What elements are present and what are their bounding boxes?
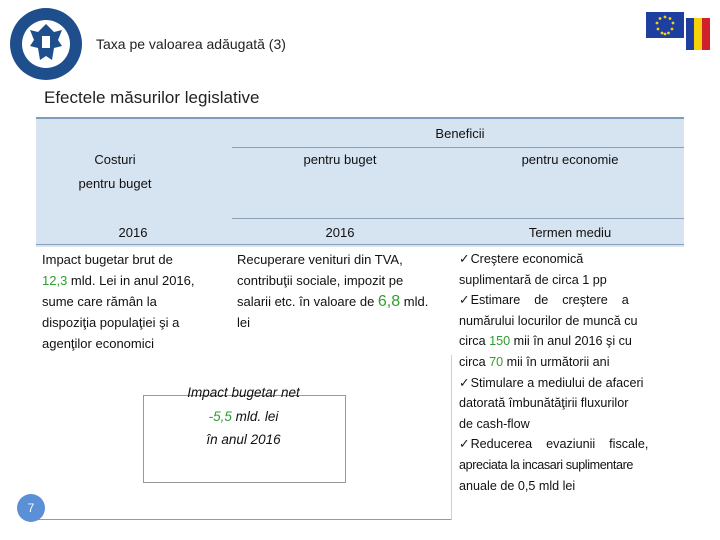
net-impact-label: Impact bugetar net	[187, 385, 300, 400]
section-title: Efectele măsurilor legislative	[44, 88, 260, 107]
eu-romania-flags	[646, 12, 712, 50]
year-col1: 2016	[118, 225, 148, 240]
check-icon: ✓	[459, 293, 470, 308]
check-icon: ✓	[459, 252, 470, 266]
col1-line: dispoziţia populaţiei şi a	[42, 315, 180, 330]
column-divider	[451, 355, 452, 520]
col2-line-post: mld.	[400, 294, 429, 309]
col1-line: sume care rămân la	[42, 294, 157, 309]
pentru-economie-header: pentru economie	[521, 152, 619, 167]
bullet-text	[459, 331, 677, 352]
year-row-divider	[232, 218, 684, 219]
col1-line	[42, 270, 227, 291]
net-impact-text	[143, 381, 344, 452]
bullet-text: Stimulare a mediului de afaceri	[470, 375, 644, 390]
bullet-text-post: mii în anul 2016 şi cu	[510, 334, 632, 349]
costuri-label: Costuri	[94, 152, 136, 167]
bullet-text: de cash-flow	[459, 416, 530, 431]
costuri-sublabel: pentru buget	[78, 176, 152, 191]
col1-line: agenţilor economici	[42, 336, 155, 351]
bullet-text-post: mii în următorii ani	[503, 354, 610, 369]
bullet-text: anuale de 0,5 mld lei	[459, 478, 576, 493]
bullet-text: Reducerea evaziunii fiscale,	[470, 437, 649, 452]
col3-economy-benefits-text	[459, 249, 677, 496]
col1-line-rest: mld. Lei in anul 2016,	[67, 273, 195, 288]
jobs-2016-value: 150	[489, 334, 511, 349]
jobs-following-value: 70	[489, 354, 504, 369]
bullet-text: Creştere economică	[470, 252, 584, 266]
col2-line: lei	[237, 315, 251, 330]
slide-number: 7	[17, 494, 45, 522]
year-col3: Termen mediu	[528, 225, 612, 240]
col1-costs-text	[42, 249, 227, 354]
bullet-economic-growth	[459, 249, 677, 270]
col2-line	[237, 291, 453, 312]
pentru-buget-header: pentru buget	[303, 152, 377, 167]
header-title: Taxa pe valoarea adăugată (3)	[96, 36, 286, 52]
year-col2: 2016	[325, 225, 355, 240]
bullet-tax-evasion	[459, 434, 677, 455]
bullet-text-pre: circa	[459, 334, 490, 349]
bullet-jobs-estimate	[459, 290, 677, 311]
table-header-bottom	[36, 244, 684, 245]
col2-line: contribuţii sociale, impozit pe	[237, 273, 404, 288]
col1-line: Impact bugetar brut de	[42, 252, 173, 267]
bullet-text: numărului locurilor de muncă cu	[459, 313, 638, 328]
net-impact-line	[143, 405, 344, 429]
bullet-text: datorată îmbunătăţirii fluxurilor	[459, 396, 629, 411]
net-impact-year: în anul 2016	[206, 432, 281, 447]
ministry-seal-logo	[8, 6, 84, 82]
beneficii-divider	[232, 147, 684, 148]
col2-budget-benefits-text	[237, 249, 453, 333]
bottom-divider	[36, 519, 451, 520]
costuri-header	[60, 148, 170, 196]
col2-line: Recuperare venituri din TVA,	[237, 252, 403, 267]
bullet-text: suplimentară de circa 1 pp	[459, 272, 607, 287]
check-icon: ✓	[459, 375, 470, 390]
bullet-text: apreciata la incasari suplimentare	[459, 457, 634, 472]
bullet-text	[459, 352, 677, 373]
recovery-value: 6,8	[377, 293, 401, 310]
net-impact-unit: mld. lei	[231, 408, 279, 424]
check-icon: ✓	[459, 437, 470, 452]
gross-impact-value: 12,3	[42, 273, 68, 288]
net-impact-value: -5,5	[208, 408, 232, 424]
bullet-text-pre: circa	[459, 354, 490, 369]
col2-line-pre: salarii etc. în valoare de	[237, 294, 378, 309]
bullet-business-environment	[459, 373, 677, 394]
bullet-text: Estimare de creştere a	[470, 293, 629, 308]
beneficii-header: Beneficii	[435, 126, 485, 141]
